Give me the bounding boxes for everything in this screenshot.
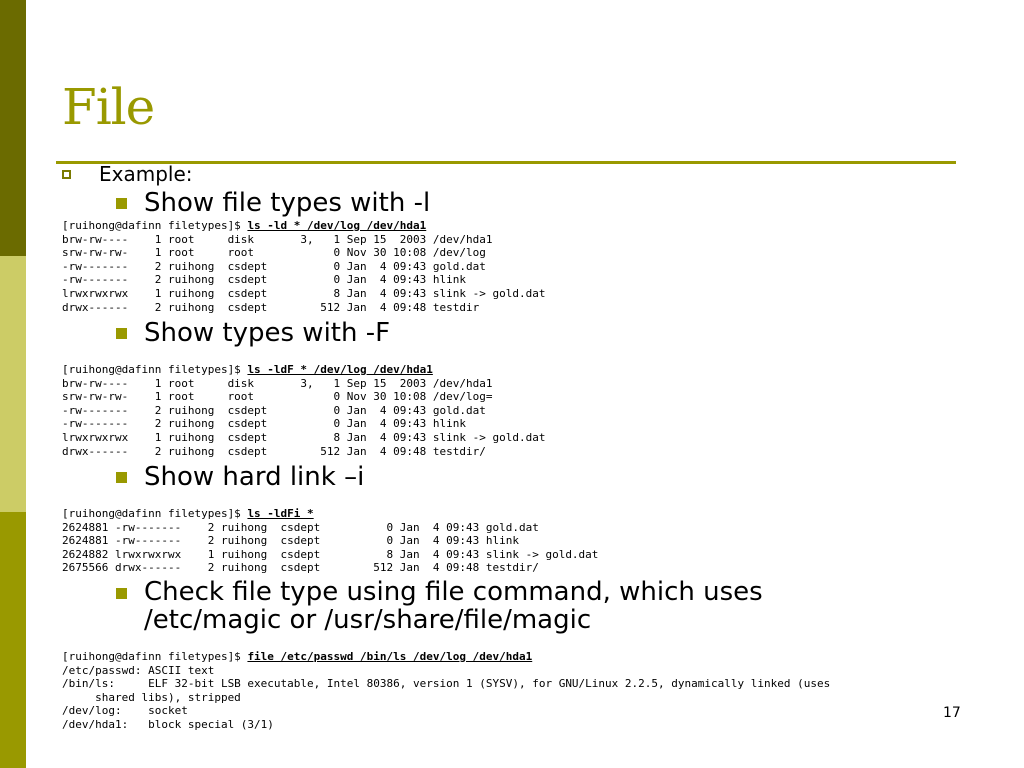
output-line: shared libs), stripped <box>62 690 241 704</box>
section-1-heading: Show file types with -l <box>144 188 431 218</box>
output-line: /dev/log: socket <box>62 704 188 718</box>
section-2-heading: Show types with -F <box>144 318 391 348</box>
output-line: drwx------ 2 ruihong csdept 512 Jan 4 09:48 testdir <box>62 300 480 314</box>
section-1-bullet <box>116 188 430 218</box>
section-2-command: ls -ldF * /dev/log /dev/hda1 <box>247 363 433 376</box>
filled-square-bullet-icon <box>116 588 127 599</box>
output-line: 2624881 -rw------- 2 ruihong csdept 0 Jan 4 09:43 hlink <box>62 534 519 548</box>
section-4-terminal-output <box>62 650 830 732</box>
page-number: 17 <box>943 705 961 721</box>
hollow-square-bullet-icon <box>62 170 71 179</box>
section-3-prompt: [ruihong@dafinn filetypes]$ <box>62 507 248 520</box>
section-3-heading: Show hard link –i <box>144 462 365 492</box>
section-2-prompt: [ruihong@dafinn filetypes]$ <box>62 363 248 376</box>
section-3-terminal-output <box>62 507 598 575</box>
filled-square-bullet-icon <box>116 198 127 209</box>
output-line: brw-rw---- 1 root disk 3, 1 Sep 15 2003 /dev/hda1 <box>62 376 493 390</box>
section-1-command: ls -ld * /dev/log /dev/hda1 <box>247 219 427 232</box>
output-line: -rw------- 2 ruihong csdept 0 Jan 4 09:43 gold.dat <box>62 259 486 273</box>
output-line: /dev/hda1: block special (3/1) <box>62 717 274 731</box>
output-line: 2624882 lrwxrwxrwx 1 ruihong csdept 8 Jan 4 09:43 slink -> gold.dat <box>62 547 599 561</box>
section-2-terminal-output <box>62 363 545 458</box>
output-line: srw-rw-rw- 1 root root 0 Nov 30 10:08 /dev/log= <box>62 390 493 404</box>
filled-square-bullet-icon <box>116 472 127 483</box>
output-line: -rw------- 2 ruihong csdept 0 Jan 4 09:43 hlink <box>62 417 466 431</box>
output-line: lrwxrwxrwx 1 ruihong csdept 8 Jan 4 09:43 slink -> gold.dat <box>62 286 546 300</box>
output-line: /bin/ls: ELF 32-bit LSB executable, Intel 80386, version 1 (SYSV), for GNU/Linux 2.2.5, dynamically linked (uses <box>62 677 831 691</box>
left-bar-dark-segment <box>0 0 26 256</box>
section-2-bullet <box>116 318 390 348</box>
section-4-prompt: [ruihong@dafinn filetypes]$ <box>62 650 248 663</box>
output-line: /etc/passwd: ASCII text <box>62 663 215 677</box>
filled-square-bullet-icon <box>116 328 127 339</box>
output-line: 2675566 drwx------ 2 ruihong csdept 512 Jan 4 09:48 testdir/ <box>62 561 539 575</box>
section-4-command: file /etc/passwd /bin/ls /dev/log /dev/hda1 <box>247 650 533 663</box>
section-1-prompt: [ruihong@dafinn filetypes]$ <box>62 219 248 232</box>
section-4-bullet <box>116 578 763 634</box>
output-line: lrwxrwxrwx 1 ruihong csdept 8 Jan 4 09:43 slink -> gold.dat <box>62 430 546 444</box>
left-bar-mid-segment <box>0 512 26 768</box>
section-4-heading: Check file type using file command, which uses /etc/magic or /usr/share/file/magic <box>144 577 763 635</box>
slide-title: File <box>62 78 155 136</box>
section-3-command: ls -ldFi * <box>247 507 314 520</box>
output-line: 2624881 -rw------- 2 ruihong csdept 0 Jan 4 09:43 gold.dat <box>62 520 539 534</box>
output-line: srw-rw-rw- 1 root root 0 Nov 30 10:08 /dev/log <box>62 246 486 260</box>
output-line: -rw------- 2 ruihong csdept 0 Jan 4 09:43 hlink <box>62 273 466 287</box>
example-label: Example: <box>99 162 193 186</box>
section-3-bullet <box>116 462 364 492</box>
example-bullet <box>62 161 193 187</box>
left-color-bar <box>0 0 26 768</box>
output-line: brw-rw---- 1 root disk 3, 1 Sep 15 2003 /dev/hda1 <box>62 232 493 246</box>
left-bar-light-segment <box>0 256 26 512</box>
section-1-terminal-output <box>62 219 545 314</box>
output-line: -rw------- 2 ruihong csdept 0 Jan 4 09:43 gold.dat <box>62 403 486 417</box>
output-line: drwx------ 2 ruihong csdept 512 Jan 4 09:48 testdir/ <box>62 444 486 458</box>
